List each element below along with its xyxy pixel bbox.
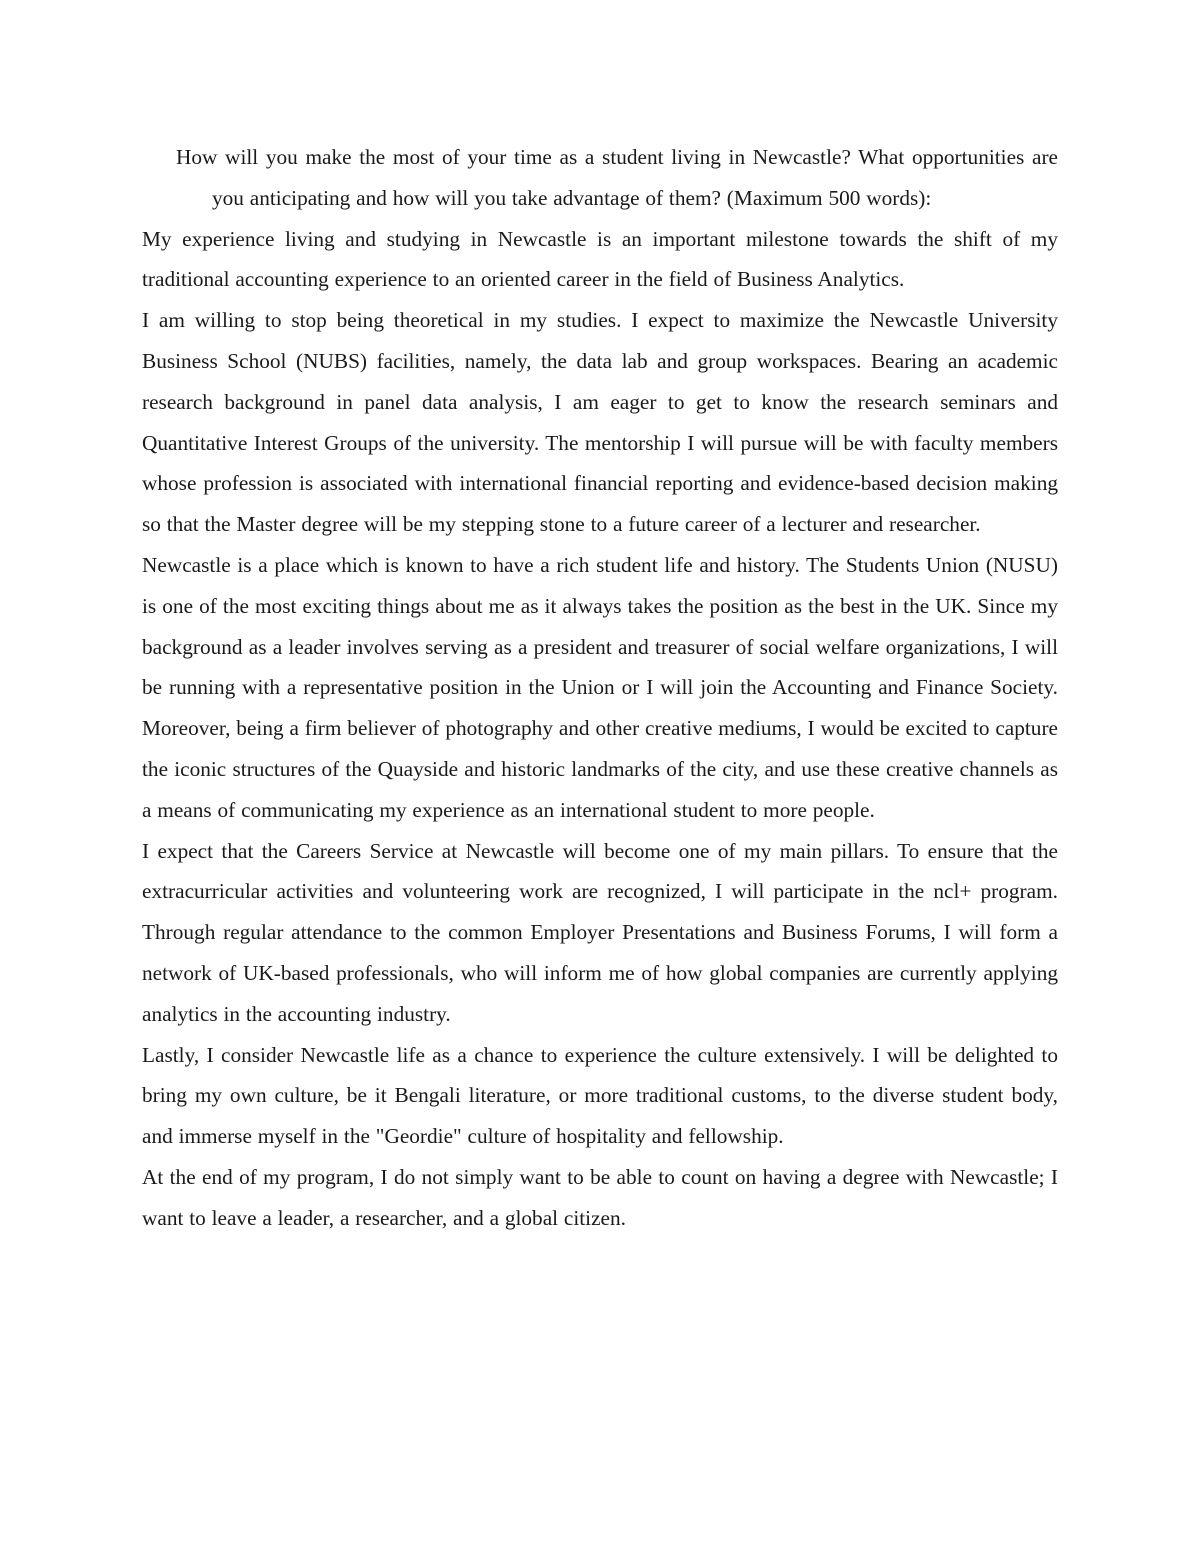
paragraph-careers: I expect that the Careers Service at Newcastle will become one of my main pillars. To ensure that the extracurricular activities and volunteering work are recognized, I will participate in the ncl+ program. Through regular attendance to the common Employer Presentations and Business Forums, I will form a network of UK-based professionals, who will inform me of how global companies are currently applying analytics in the accounting industry. [142,838,1058,1026]
paragraph-intro: My experience living and studying in Newcastle is an important milestone towards the shift of my traditional accounting experience to an oriented career in the field of Business Analytics. [142,226,1058,292]
essay-question: How will you make the most of your time as a student living in Newcastle? What opportunities are you anticipating and how will you take advantage of them? (Maximum 500 words): [176,145,1058,210]
paragraph-student-life: Newcastle is a place which is known to have a rich student life and history. The Students Union (NUSU) is one of the most exciting things about me as it always takes the position as the best in the UK. Since my background as a leader involves serving as a president and treasurer of social welfare organizations, I will be running with a representative position in the Union or I will join the Accounting and Finance Society. Moreover, being a firm believer of photography and other creative mediums, I would be excited to capture the iconic structures of the Quayside and historic landmarks of the city, and use these creative channels as a means of communicating my experience as an international student to more people. [142,552,1058,822]
paragraph-culture: Lastly, I consider Newcastle life as a chance to experience the culture extensively. I will be delighted to bring my own culture, be it Bengali literature, or more traditional customs, to the diverse student body, and immerse myself in the "Geordie" culture of hospitality and fellowship. [142,1042,1058,1149]
document-body [142,137,1058,1239]
paragraph-conclusion: At the end of my program, I do not simply want to be able to count on having a degree with Newcastle; I want to leave a leader, a researcher, and a global citizen. [142,1164,1058,1230]
paragraph-academics: I am willing to stop being theoretical in my studies. I expect to maximize the Newcastle University Business School (NUBS) facilities, namely, the data lab and group workspaces. Bearing an academic research background in panel data analysis, I am eager to get to know the research seminars and Quantitative Interest Groups of the university. The mentorship I will pursue will be with faculty members whose profession is associated with international financial reporting and evidence-based decision making so that the Master degree will be my stepping stone to a future career of a lecturer and researcher. [142,308,1058,537]
